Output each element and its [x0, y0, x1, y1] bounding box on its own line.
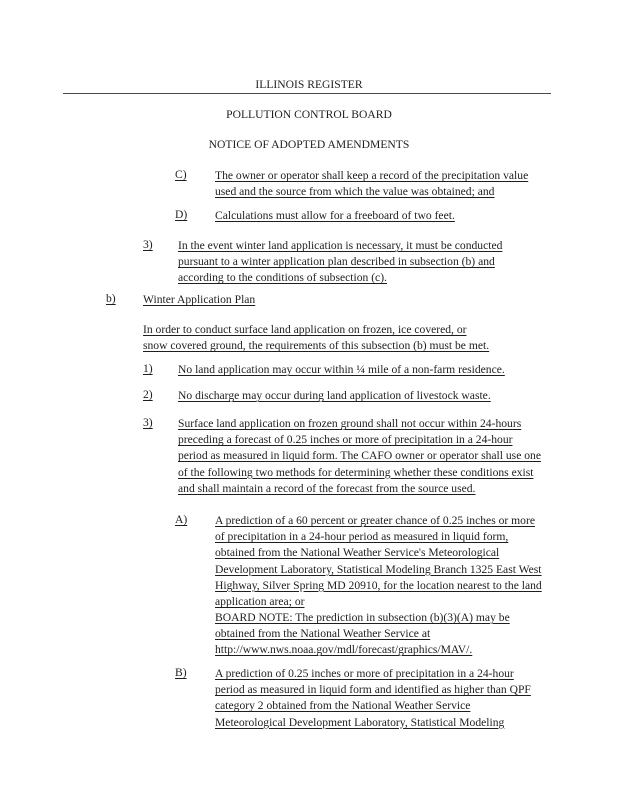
- notice-title: NOTICE OF ADOPTED AMENDMENTS: [208, 138, 410, 151]
- section-b-label: b): [106, 292, 116, 305]
- item-b3-label: 3): [143, 416, 153, 429]
- item-b3a-text: A prediction of a 60 percent or greater chance of 0.25 inches or more of precipitation in a 24-hour period as measured in liquid form, obtained from the National Weather Service's Meteorological Development Laboratory, Statistical Modeling Branch 1325 East West Highway, Silver Spring MD 20910, for the location nearest to the land application area; or: [215, 514, 542, 609]
- register-title: ILLINOIS REGISTER: [255, 78, 363, 91]
- item-b3b-label: B): [175, 666, 187, 679]
- header-rule: [63, 93, 551, 94]
- item-b3-text: Surface land application on frozen ground shall not occur within 24-hours preceding a forecast of 0.25 inches or more of precipitation in a 24-hour period as measured in liquid form. The CAFO owner or operator shall use one of the following two methods for determining whether these conditions exist and shall maintain a record of the forecast from the source used.: [178, 417, 541, 495]
- item-c-text: The owner or operator shall keep a record of the precipitation value used and the source from which the value was obtained; and: [215, 169, 529, 199]
- item-b3a-label: A): [175, 513, 188, 526]
- section-b-intro: In order to conduct surface land application on frozen, ice covered, or snow covered ground, the requirements of this subsection (b) must be met.: [143, 323, 490, 353]
- item-b2-label: 2): [143, 388, 153, 401]
- item-c-label: C): [175, 168, 187, 181]
- section-b-title: Winter Application Plan: [143, 293, 256, 306]
- item-3-label: 3): [143, 238, 153, 251]
- item-d-label: D): [175, 208, 188, 221]
- board-note-link[interactable]: http://www.nws.noaa.gov/mdl/forecast/graphics/MAV/.: [215, 643, 473, 656]
- item-b3b-text: A prediction of 0.25 inches or more of precipitation in a 24-hour period as measured in liquid form and identified as higher than QPF category 2 obtained from the National Weather Service Meteorological Development Laboratory, Statistical Modeling: [215, 667, 531, 729]
- item-b1-label: 1): [143, 362, 153, 375]
- item-d-text: Calculations must allow for a freeboard of two feet.: [215, 209, 455, 222]
- board-title: POLLUTION CONTROL BOARD: [226, 108, 392, 121]
- item-3-text: In the event winter land application is necessary, it must be conducted pursuant to a winter application plan described in subsection (b) and according to the conditions of subsection (c).: [178, 239, 503, 285]
- board-note-text: BOARD NOTE: The prediction in subsection (b)(3)(A) may be obtained from the National Weather Service at: [215, 611, 510, 641]
- item-b2-text: No discharge may occur during land application of livestock waste.: [178, 389, 491, 402]
- item-b1-text: No land application may occur within ¼ mile of a non-farm residence.: [178, 363, 505, 376]
